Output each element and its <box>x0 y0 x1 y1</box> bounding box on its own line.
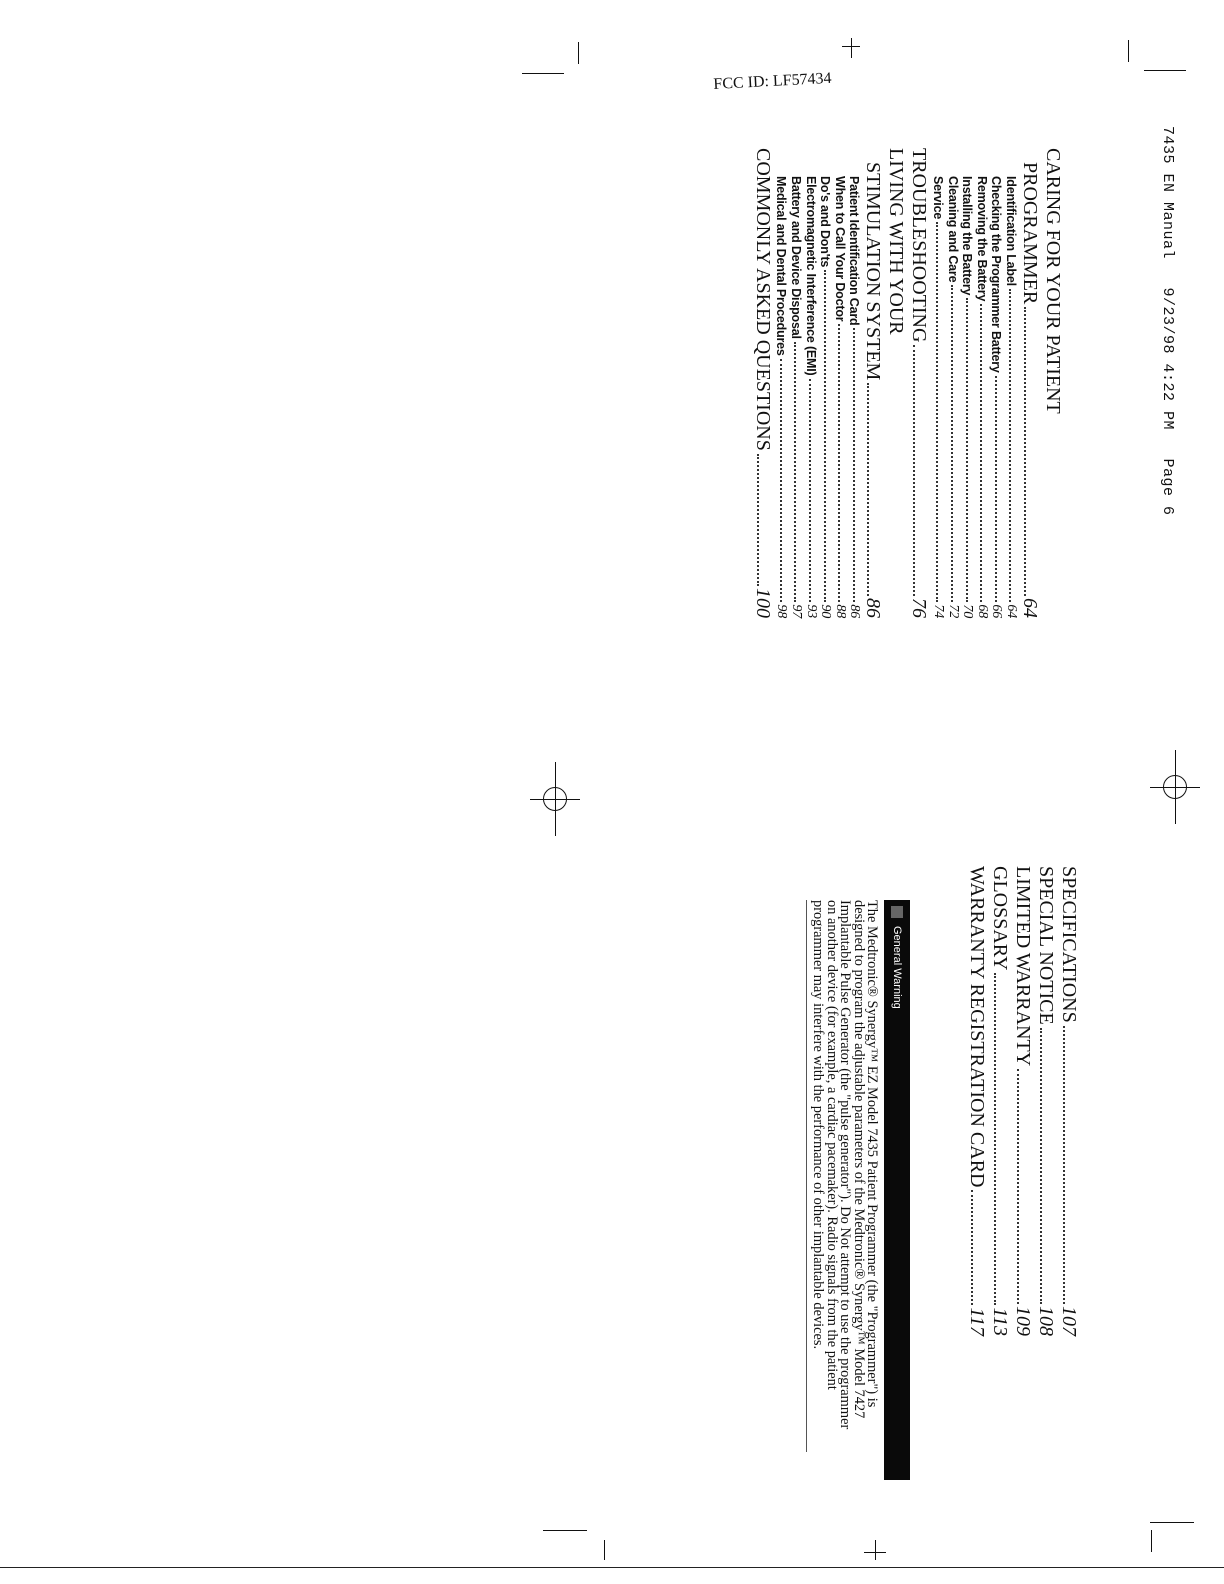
toc-leader-dots <box>951 285 953 602</box>
toc-page-number: 113 <box>989 1307 1011 1336</box>
toc-leader-dots <box>757 454 759 586</box>
toc-entry-label: Checking the Programmer Battery <box>989 176 1004 373</box>
toc-entry-label: LIVING WITH YOUR <box>885 148 908 335</box>
toc-entry <box>965 866 988 1336</box>
toc-page-number: 88 <box>832 604 848 618</box>
toc-entry <box>803 148 818 618</box>
crop-mark <box>522 73 564 74</box>
toc-entry-label: Removing the Battery <box>974 176 989 302</box>
warning-title: General Warning <box>891 926 903 1009</box>
toc-leader-dots <box>936 222 938 602</box>
toc-page-number: 64 <box>1019 598 1041 618</box>
warning-text: The Medtronic® Synergy™ EZ Model 7435 Patient Programmer (the "Programmer") is designed to program the adjustable parameters of the Medtronic® Synergy™ Model 7427 Implantable Pulse Generator (the "pulse generator"). Do Not attempt to use the programmer on another device (for example, a cardiac pacemaker). Radio signals from the patient programmer may interfere with the performance of other implantable devices. <box>806 900 884 1452</box>
toc-page-number: 108 <box>1035 1306 1057 1336</box>
crop-mark <box>604 1540 605 1560</box>
toc-page-number: 117 <box>966 1307 988 1336</box>
crop-mark <box>851 38 852 58</box>
toc-entry-label: Service <box>931 176 946 220</box>
general-warning-box <box>806 900 910 1480</box>
toc-entry-label: SPECIFICATIONS <box>1058 866 1080 1023</box>
toc-entry-label: Battery and Device Disposal <box>789 176 804 339</box>
toc-leader-dots <box>980 304 982 602</box>
toc-leader-dots <box>1017 1069 1019 1304</box>
crop-mark <box>578 42 579 64</box>
toc-entry-label: Electromagnetic Interference (EMI) <box>803 176 818 376</box>
crop-mark <box>1128 40 1129 62</box>
toc-leader-dots <box>966 298 968 602</box>
toc-entry-label: COMMONLY ASKED QUESTIONS <box>751 148 774 451</box>
toc-leader-dots <box>1063 1026 1065 1304</box>
toc-page-number: 72 <box>945 604 961 618</box>
toc-entry <box>1003 148 1018 618</box>
toc-entry <box>989 148 1004 618</box>
toc-page-number: 64 <box>1004 604 1019 618</box>
warning-icon <box>891 906 903 918</box>
toc-page-number: 86 <box>847 604 863 618</box>
toc-entry-label: GLOSSARY <box>989 866 1011 971</box>
toc-page-number: 68 <box>974 604 990 618</box>
toc-entry-label: Identification Label <box>1004 176 1018 286</box>
toc-entry-label: SPECIAL NOTICE <box>1035 866 1057 1025</box>
crop-mark <box>543 1530 587 1531</box>
toc-leader-dots <box>1009 289 1011 602</box>
crop-mark <box>1151 1530 1152 1552</box>
toc-leader-dots <box>794 342 796 603</box>
fax-header: 7435 EN Manual 9/23/98 4:22 PM Page 6 <box>1159 126 1176 516</box>
toc-entry <box>1057 866 1080 1336</box>
toc-page-number: 66 <box>989 604 1005 618</box>
toc-entry <box>861 148 884 618</box>
toc-entry <box>974 148 989 618</box>
toc-entry <box>832 148 847 618</box>
toc-entry <box>884 148 907 618</box>
toc-entry <box>960 148 975 618</box>
toc-entry <box>788 148 803 618</box>
toc-entry-label: Cleaning and Care <box>945 176 960 283</box>
fcc-id-label: FCC ID: LF57434 <box>713 69 832 93</box>
table-of-contents <box>751 148 1064 618</box>
registration-mark <box>1158 770 1192 804</box>
toc-page-number: 97 <box>789 604 805 618</box>
toc-leader-dots <box>995 376 997 603</box>
toc-entry <box>1018 148 1041 618</box>
toc-page-number: 76 <box>908 598 931 618</box>
toc-page-number: 100 <box>751 588 774 618</box>
toc-page-number: 86 <box>862 598 885 618</box>
warning-header <box>884 900 910 1480</box>
toc-entry <box>930 148 945 618</box>
toc-entry <box>751 148 774 618</box>
toc-entry <box>1041 148 1064 618</box>
toc-entry-label: LIMITED WARRANTY <box>1012 866 1034 1067</box>
toc-page-number: 93 <box>803 604 819 618</box>
toc-leader-dots <box>809 379 811 603</box>
toc-entry-label: CARING FOR YOUR PATIENT <box>1042 148 1064 414</box>
toc-entry <box>907 148 930 618</box>
toc-entry <box>988 866 1011 1336</box>
toc-entry-label: Patient Identification Card <box>847 176 862 326</box>
toc-entry-label: WARRANTY REGISTRATION CARD <box>966 866 988 1188</box>
toc-entry <box>1034 866 1057 1336</box>
toc-leader-dots <box>867 383 869 596</box>
toc-page-number: 98 <box>774 604 790 618</box>
toc-leader-dots <box>1024 307 1026 596</box>
toc-entry-label: Medical and Dental Procedures <box>774 176 789 356</box>
toc-entry-label: STIMULATION SYSTEM <box>862 162 885 381</box>
page-edge-rule <box>0 1567 1224 1568</box>
toc-entry <box>1011 866 1034 1336</box>
toc-entry <box>847 148 862 618</box>
toc-entry <box>774 148 789 618</box>
registration-mark <box>538 782 572 816</box>
toc-entry-label: TROUBLESHOOTING <box>908 148 931 343</box>
toc-leader-dots <box>971 1190 973 1305</box>
toc-leader-dots <box>994 973 996 1305</box>
toc-page-number: 74 <box>931 604 947 618</box>
toc-page-number: 109 <box>1012 1306 1034 1336</box>
toc-leader-dots <box>780 359 782 603</box>
toc-entry-label: Installing the Battery <box>960 176 975 296</box>
toc-entry <box>945 148 960 618</box>
toc-leader-dots <box>824 270 826 602</box>
crop-mark <box>1150 1522 1194 1523</box>
crop-mark <box>1144 70 1186 71</box>
toc-entry-label: PROGRAMMER <box>1019 162 1041 305</box>
toc-entry <box>818 148 833 618</box>
toc-page-number: 107 <box>1058 1306 1080 1336</box>
toc-leader-dots <box>853 328 855 602</box>
toc-leader-dots <box>838 324 840 602</box>
toc-leader-dots <box>913 345 915 596</box>
toc-entry-label: Do's and Don'ts <box>818 176 833 268</box>
toc-leader-dots <box>1040 1028 1042 1304</box>
toc-page-number: 70 <box>960 604 976 618</box>
toc-entry-label: When to Call Your Doctor <box>832 176 847 322</box>
toc-page-number: 90 <box>818 604 834 618</box>
crop-mark <box>875 1540 876 1560</box>
table-of-contents-continued <box>965 866 1080 1336</box>
